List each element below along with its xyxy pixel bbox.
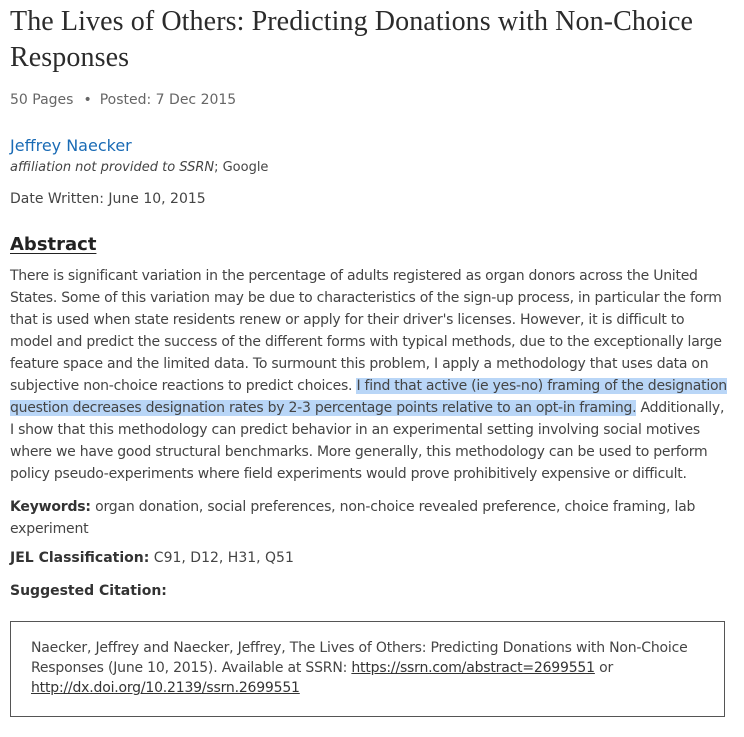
abstract-heading: Abstract <box>10 234 97 255</box>
author-link[interactable]: Jeffrey Naecker <box>10 136 132 155</box>
abstract-highlighted-selection: I find that active (ie yes-no) framing of the designation question decreases designation rates by 2-3 percentage points relative to an opt-in framing. <box>10 378 727 416</box>
citation-body: Naecker, Jeffrey and Naecker, Jeffrey, The Lives of Others: Predicting Donations with Non-Choice Responses (June 10, 2015). Available at SSRN: <box>31 640 688 676</box>
abstract-text-before: There is significant variation in the percentage of adults registered as organ donors across the United States. Some of this variation may be due to characteristics of the sign-up process, in particular the form that is used when state residents renew or apply for their driver's licenses. However, it is difficult to model and predict the success of the different forms with typical methods, due to the exceptionally large feature space and the limited data. To surmount this problem, I apply a methodology that uses data on subjective non-choice reactions to predict choices. <box>10 268 722 394</box>
paper-meta <box>10 92 236 108</box>
abstract-text <box>10 265 728 485</box>
jel-label: JEL Classification: <box>10 550 150 566</box>
page-count: 50 Pages <box>10 92 74 108</box>
affiliation-note: affiliation not provided to SSRN <box>10 160 215 175</box>
posted-date: Posted: 7 Dec 2015 <box>99 92 237 108</box>
keywords-value: organ donation, social preferences, non-choice revealed preference, choice framing, lab experiment <box>10 499 696 537</box>
jel-classification <box>10 550 294 566</box>
abstract-text-after: Additionally, I show that this methodology can predict behavior in an experimental setting involving social motives where we have good structural benchmarks. More generally, this methodology can be used to perform policy pseudo-experiments where field experiments would prove prohibitively expensive or difficult. <box>10 400 725 482</box>
doi-link[interactable]: http://dx.doi.org/10.2139/ssrn.2699551 <box>31 680 300 696</box>
keywords <box>10 496 728 540</box>
citation-text <box>31 638 711 698</box>
citation-or: or <box>594 660 614 676</box>
citation-box <box>10 621 725 717</box>
meta-separator: • <box>83 92 92 108</box>
affiliation-org: ; Google <box>214 160 269 175</box>
date-written: Date Written: June 10, 2015 <box>10 191 206 207</box>
author-affiliation <box>10 160 268 175</box>
ssrn-link[interactable]: https://ssrn.com/abstract=2699551 <box>351 660 595 676</box>
paper-title: The Lives of Others: Predicting Donations with Non-Choice Responses <box>10 6 694 73</box>
keywords-label: Keywords: <box>10 499 91 515</box>
jel-value: C91, D12, H31, Q51 <box>149 550 294 566</box>
citation-heading: Suggested Citation: <box>10 583 167 599</box>
